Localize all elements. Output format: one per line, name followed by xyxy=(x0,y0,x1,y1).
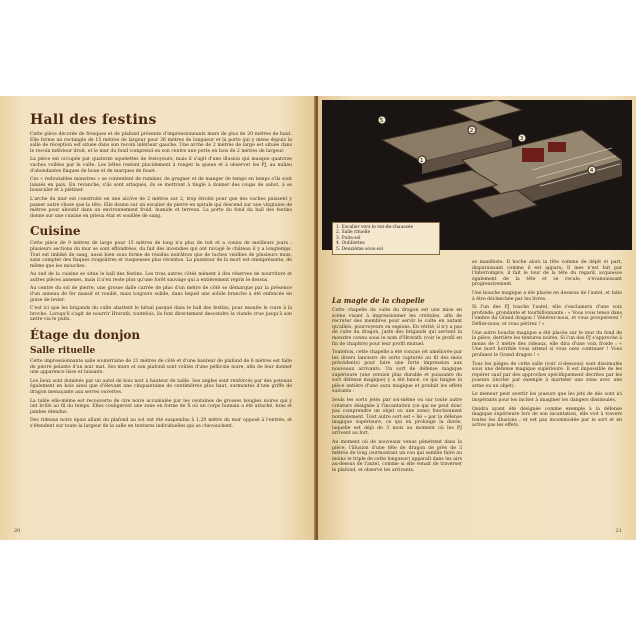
page-number-left: 20 xyxy=(14,528,21,534)
sidebar-title: La magie de la chapelle xyxy=(332,296,425,305)
paragraph: Cette pièce décorée de fresques et de plafond présente d'impressionnants murs de plus de 20 mètres de haut. Elle forme un rectangle de 15 mètres de largeur pour 36 mètres de longueur et la porte qui y mène depuis la salle de réception est située dans son recoin inférieur gauche. Une arche de 2 mètres de large est située dans le recoin inférieur droit, et le mur du fond comprend en son centre une porte en bois de 2 mètres de largeur. xyxy=(30,132,292,154)
legend-item: 4. Oubliettes xyxy=(336,241,365,247)
paragraph: Cette pièce de 9 mètres de large pour 15 mètres de long n'a plus de toit et a connu de meilleurs jours : plusieurs sections du mur se sont effondrées, du fait des incendies qui ont ravagé le château il y a longtemps. Tout est imbibé de sang, aussi bien sous forme de résidus noirâtres que de taches vieillies de plusieurs mois, sans compter des flaques rougeâtres et visqueuses plus récentes. La puanteur de la mort est omniprésente, de même que les mouches. xyxy=(30,241,292,269)
right-column xyxy=(472,260,622,432)
book-spread xyxy=(0,96,636,540)
right-page xyxy=(318,96,636,540)
heading-etage-du-donjon: Étage du donjon xyxy=(30,328,141,343)
map-marker-2: 2 xyxy=(470,128,474,134)
page-number-right: 21 xyxy=(615,528,622,534)
paragraph: Le meneur peut avertir les joueurs que les jets de dés sont ici inopérants pour les inciter à imaginer les dangers dissimulés. xyxy=(472,392,622,404)
paragraph: Une autre bouche magique a été placée sur le mur du fond de la pièce, derrière les tentures noires. Si l'un des PJ s'approche à moins de 3 mètre des rideaux, elle dira d'une voix froide : « Une mort horrible vous attend si vous osez continuer ! Vous profanez le Grand dragon ! » xyxy=(472,330,622,358)
map-marker-1: 1 xyxy=(420,158,424,164)
left-page xyxy=(0,96,316,540)
paragraph: se manifeste. Il hoche alors la tête comme de dépit et part, disparaissant comme il est apparu. Il mes n'est fait par l'interrompre, il fait le tour de la tête du regard, acquiesce également de la tête et se recule, s'évanouissant progressivement. xyxy=(472,260,622,288)
map-marker-5: 5 xyxy=(380,118,384,124)
map-legend xyxy=(332,222,440,255)
paragraph: Les lieux sont dominés par un autel de bois noir à hauteur de taille. Ses angles sont renforcés par des poteaux également en bois ainsi que d'élevant une cinquantaine de centimètres plus haut, surmontés d'une griffe de dragon menaçante aux serres ouvertes. xyxy=(30,378,292,395)
heading-hall-des-festins: Hall des festins xyxy=(30,112,157,128)
legend-item: 1. Escalier vers le rez-de-chaussée xyxy=(336,225,414,230)
left-page-content xyxy=(30,106,292,433)
paragraph: Cette impressionnante salle souterraine de 21 mètres de côté et d'une hauteur de plafond de 6 mètres est faite de pierre pelante d'un noir mat. Ses murs et son plafond sont voûtés d'une pellicule noire, afin de leur donner une apparence lisse et luisante. xyxy=(30,359,292,376)
paragraph: Seuls les sorts jetés par soi-même ou sur toute autre créature désignée à l'incantation (ce qui ne peut donc pas comprendre un objet ou une zone) fonctionnent normalement. Tout autre sort est « lié » par la défense magique supérieure, ce qui en prolonge la durée, laquelle est déjà de 3 mois au moment où les PJ arrivent au fort. xyxy=(332,397,462,437)
paragraph: Cette chapelle du culte du dragon est une mise en scène visant à impressionner les crédules, afin de recruter des membres pour servir le culte en autant qu'alliés, pourvoyeurs ou espions. En vérité, il n'y a pas de culte du dragon, juste des brigands qui servent la monstre connu sous le nom d'Hrorath (voir le profil en fin de chapitre) pour leur profit mutuel. xyxy=(332,308,462,347)
legend-item: 5. Deuxième sous-sol xyxy=(336,246,383,252)
paragraph: Toutefois, cette chapelle a été conçue (et améliorée par les divers lanceurs de sorts capturés au fil des mois précédents) pour faire une forte impression aux nouveaux arrivants. Un sort de défense magique supérieure (une version plus durable et puissante du sort défense magique) y a été lancé, ce qui baigne la pièce entière d'une aura magique et produit les effets suivants : xyxy=(332,350,462,395)
paragraph: C'est ici que les brigands du culte abattent le bétail parqué dans le hall des festins, pour ensuite le cuire à la broche. Lorsqu'il s'agit de nourrir Hrorath, toutefois, ils font directement descendre la viande crue jusqu'à son antre via le puits. xyxy=(30,306,292,323)
paragraph: L'arche du mur est construite en une alcôve de 2 mètres sur 2, trop étroite pour que des vaches puissent y passer autre chose que la tête. Elle donne sur un escalier de pierre en spirale qui descend sur une vingtaine de mètres pour aboutir dans un environnement froid, humide et terreux. La porte du fond du hall des festins donne sur une cuisine en piteux état et souillée de sang. xyxy=(30,196,292,219)
sidebar-box xyxy=(332,292,462,477)
paragraph: La pièce est occupée par quatorze squelettes de festoyeurs, mais il s'agit d'une illusion qui masque quatorze vaches voilées par le culte. Les bêtes restent placidement à ronger la queue et à observer les PJ, au milieu d'abondantes flaques de boue et de marques de fouet. xyxy=(30,157,292,174)
paragraph: Au moment où de nouveaux venus pénètrent dans la pièce, l'illusion d'une tête de dragon de près de 3 mètres de long (surmontant un cou qui semble faire au moins le triple de cette longueur) apparaît dans les airs au-dessus de l'autel, comme si elle venait de traverser le plafond, et observe les arrivants. xyxy=(332,440,462,474)
heading-cuisine: Cuisine xyxy=(30,224,81,239)
paragraph: Si l'un des PJ touche l'autel, elle s'exclamera d'une voix profonde, grondante et tourbillonnante : « Vous vous tenez dans l'ombre du Grand dragon ! Vénérez-nous, et vous prospérerez ! Défiez-nous, et vous périrez ! » xyxy=(472,305,622,327)
paragraph: La table elle-même est recouverte de cire noire accumulée par les centaines de grosses bougies noires qui y ont brûlé au fil du temps. Elles couligeront une zone en forme de X où un corps humain a été attaché, bras et jambes étendus. xyxy=(30,398,292,415)
map-marker-4: 4 xyxy=(590,168,594,174)
legend-item: 3. Puits-sol xyxy=(336,235,361,241)
paragraph: Au sud de la cuisine se situe le hall des festins. Les trois autres côtés mènent à des réserves de nourriture et autres pièces annexes, mais il n'en reste plus qu'une forêt sauvage qui a entièrement repris le dessus. xyxy=(30,272,292,283)
map-marker-3: 3 xyxy=(520,136,524,142)
paragraph: Au centre du sol de pierre, une grosse dalle carrée de plus d'un mètre de côté se démarque par la présence d'un anneau de fer massif et rouillé, mais toujours solide, dans lequel une solide branche a été enfoncée en guise de levier. xyxy=(30,286,292,303)
paragraph: Des rideaux noirs épais allant du plafond au sol ont été suspendus à 1,20 mètre du mur opposé à l'entrée, et s'étendent sur toute la largeur de la salle en tentures individuelles qui se chevauchent. xyxy=(30,418,292,429)
paragraph: Une bouche magique a été placée en dessous de l'autel, et faite à être déclenchée par les livres. xyxy=(472,290,622,302)
paragraph: Tous les pièges de cette salle (voir ci-dessous) sont dissimulés sous une défense magique supérieure. Il est impossible de les repérer sauf par des approches spécifiquement décrites par les joueurs (inciter par exemple à marteler une zone avec une arme ou un objet). xyxy=(472,361,622,389)
paragraph: Quidra ayant été désignée comme exemple à la défense magique supérieure lors de son incantation, elle voit à travers toutes les illusions ; et est pas incommodée par le sort et en active pas les effets. xyxy=(472,406,622,429)
heading-salle-rituelle: Salle rituelle xyxy=(30,346,96,357)
paragraph: Ces « redoutables monstres » se contentent de ruminer, de grogner et de manger de temps en temps s'ils sont laissés en paix. En revanche, s'ils sont attaqués, ils se mettront à tingle à donner des coups de sabot, à se bousculer et à piétiner. xyxy=(30,177,292,194)
legend-item: 2. Salle rituelle xyxy=(336,230,371,236)
